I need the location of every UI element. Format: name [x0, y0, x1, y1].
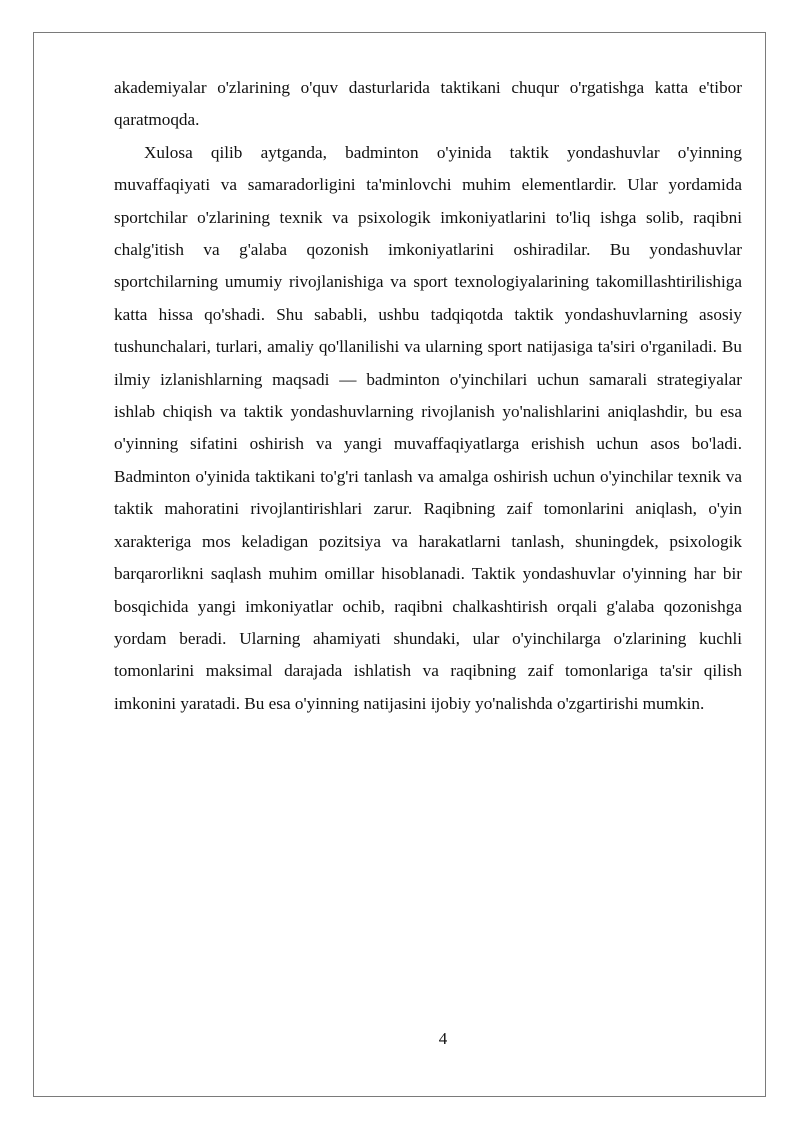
paragraph-conclusion: Xulosa qilib aytganda, badminton o'yinida taktik yondashuvlar o'yinning muvaffaqiyati va samaradorligini ta'minlovchi muhim elementlardir. Ular yordamida sportchilar o'zlarining texnik va psixologik imkoniyatlarini to'liq ishga solib, raqibni chalg'itish va g'alaba qozonish imkoniyatlarini oshiradilar. Bu yondashuvlar sportchilarning umumiy rivojlanishiga va sport texnologiyalarining takomillashtirilishiga katta hissa qo'shadi. Shu sababli, ushbu tadqiqotda taktik yondashuvlarning asosiy tushunchalari, turlari, amaliy qo'llanilishi va ularning sport natijasiga ta'siri o'rganiladi. Bu ilmiy izlanishlarning maqsadi — badminton o'yinchilari uchun samarali strategiyalar ishlab chiqish va taktik yondashuvlarning rivojlanish yo'nalishlarini aniqlashdir, bu esa o'yinning sifatini oshirish va yangi muvaffaqiyatlarga erishish uchun asos bo'ladi. Badminton o'yinida taktikani to'g'ri tanlash va amalga oshirish uchun o'yinchilar texnik va taktik mahoratini rivojlantirishlari zarur. Raqibning zaif tomonlarini aniqlash, o'yin xarakteriga mos keladigan pozitsiya va harakatlarni tanlash, shuningdek, psixologik barqarorlikni saqlash muhim omillar hisoblanadi. Taktik yondashuvlar o'yinning har bir bosqichida yangi imkoniyatlar ochib, raqibni chalkashtirish orqali g'alaba qozonishga yordam beradi. Ularning ahamiyati shundaki, ular o'yinchilarga o'zlarining kuchli tomonlarini maksimal darajada ishlatish va raqibning zaif tomonlariga ta'sir qilish imkonini yaratadi. Bu esa o'yinning natijasini ijobiy yo'nalishda o'zgartirishi mumkin.	[114, 142, 742, 713]
document-body	[114, 72, 742, 720]
page-number: 4	[438, 1029, 448, 1048]
paragraph-continuation: akademiyalar o'zlarining o'quv dasturlarida taktikani chuqur o'rgatishga katta e'tibor qaratmoqda.	[114, 78, 742, 130]
